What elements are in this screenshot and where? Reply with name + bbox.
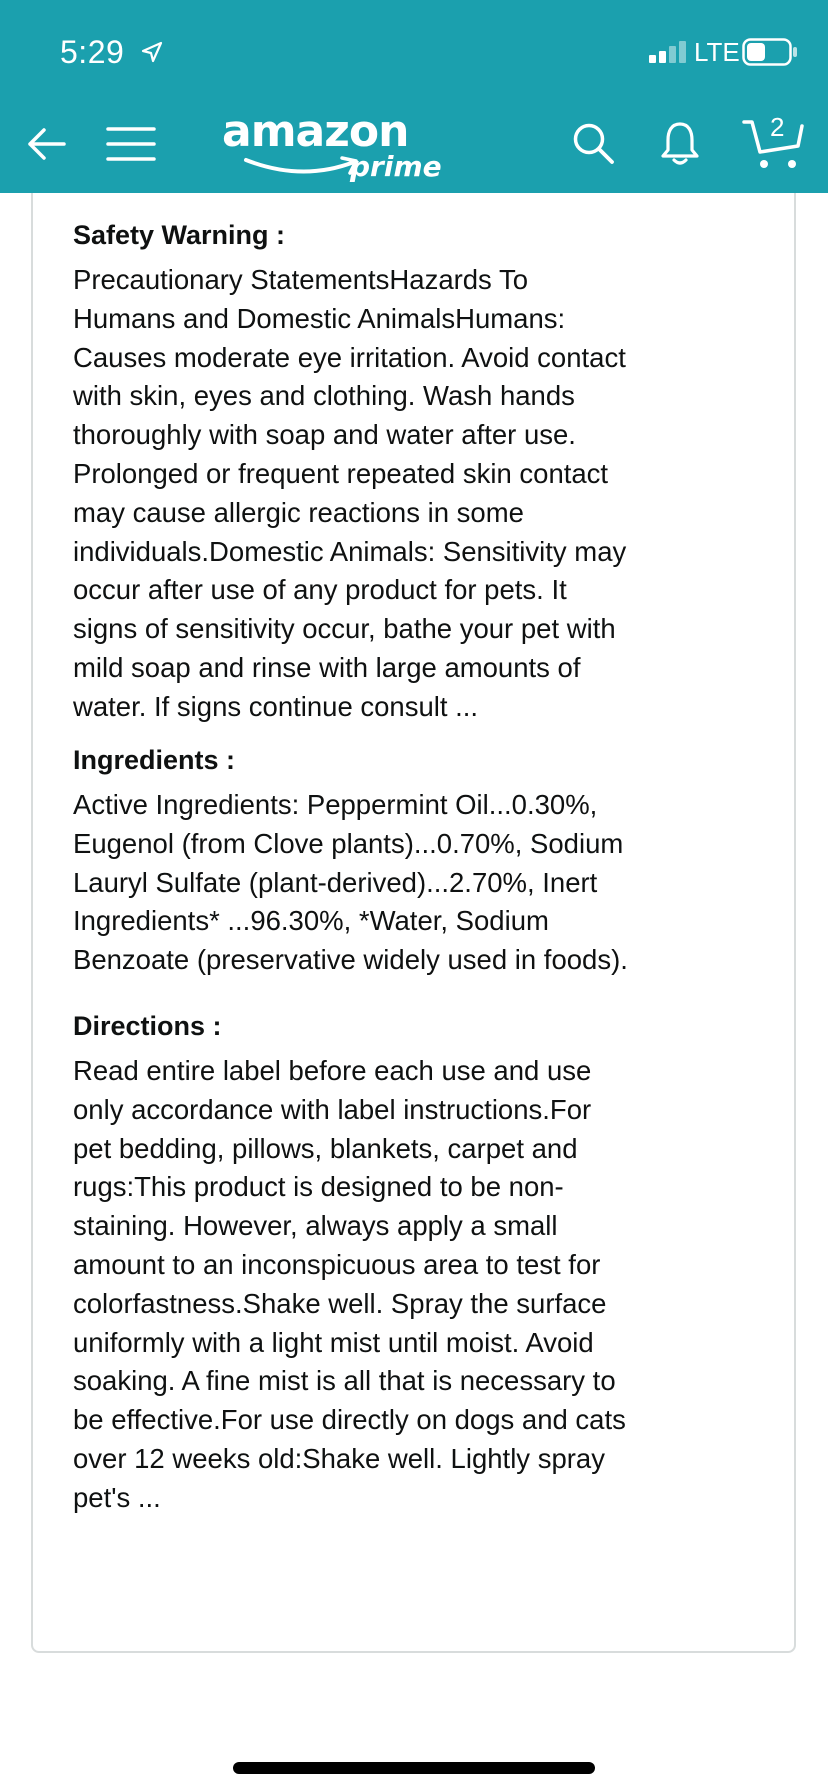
home-indicator[interactable] (233, 1762, 595, 1774)
smile-arrow-icon (242, 154, 362, 180)
text-line: with skin, eyes and clothing. Wash hands (73, 380, 575, 412)
text-line: Read entire label before each use and use (73, 1055, 592, 1086)
text-line: Eugenol (from Clove plants)...0.70%, Sodium (73, 827, 624, 859)
section-title: Directions : (73, 1011, 222, 1041)
text-line: mild soap and rinse with large amounts of (73, 651, 581, 683)
bell-icon[interactable] (658, 120, 702, 166)
status-bar (0, 0, 828, 100)
section-body (73, 1052, 773, 1518)
text-line: rugs:This product is designed to be non- (73, 1171, 564, 1203)
back-arrow-icon[interactable] (24, 122, 68, 166)
text-line: soaking. A fine mist is all that is necessary to (73, 1365, 616, 1397)
section-body (73, 786, 773, 980)
text-line: may cause allergic reactions in some (73, 496, 524, 528)
text-line: over 12 weeks old:Shake well. Lightly spray (73, 1442, 605, 1474)
app-header (0, 0, 828, 193)
logo-wordmark: amazon (222, 106, 409, 157)
text-line: be effective.For use directly on dogs and cats (73, 1404, 626, 1436)
safety-warning-section (73, 215, 773, 727)
battery-icon (742, 38, 798, 66)
text-line: uniformly with a light mist until moist. Avoid (73, 1326, 594, 1358)
text-line: Ingredients* ...96.30%, *Water, Sodium (73, 905, 549, 937)
section-body (73, 261, 773, 727)
hamburger-menu-icon[interactable] (106, 124, 156, 164)
ingredients-section (73, 740, 773, 980)
text-line: thoroughly with soap and water after use. (73, 419, 576, 451)
text-line: occur after use of any product for pets. It (73, 574, 567, 606)
signal-bars-icon (649, 41, 693, 63)
text-line: individuals.Domestic Animals: Sensitivity may (73, 535, 627, 567)
product-details-card (31, 193, 796, 1653)
cart-count-badge: 2 (770, 112, 785, 142)
directions-section (73, 1006, 773, 1518)
text-line: Prolonged or frequent repeated skin contact (73, 457, 609, 489)
status-time: 5:29 (60, 34, 125, 70)
logo-prime-text: prime (350, 150, 442, 183)
location-arrow-icon (140, 40, 164, 64)
network-type: LTE (694, 37, 740, 67)
text-line: only accordance with label instructions.For (73, 1093, 592, 1125)
section-title: Safety Warning : (73, 220, 286, 250)
text-line: signs of sensitivity occur, bathe your pet with (73, 613, 616, 645)
text-line: Humans and Domestic AnimalsHumans: (73, 302, 566, 334)
text-line: Precautionary StatementsHazards To (73, 264, 528, 295)
text-line: pet bedding, pillows, blankets, carpet and (73, 1132, 578, 1164)
text-line: colorfastness.Shake well. Spray the surface (73, 1287, 607, 1319)
text-line: water. If signs continue consult ... (73, 690, 479, 722)
section-title: Ingredients : (73, 745, 236, 775)
text-line: Benzoate (preservative widely used in foods). (73, 944, 628, 976)
text-line: staining. However, always apply a small (73, 1210, 558, 1242)
text-line: pet's ... (73, 1481, 161, 1513)
search-icon[interactable] (570, 120, 616, 166)
text-line: amount to an inconspicuous area to test for (73, 1248, 601, 1280)
text-line: Active Ingredients: Peppermint Oil...0.30%, (73, 789, 598, 820)
nav-bar (0, 100, 828, 193)
text-line: Causes moderate eye irritation. Avoid contact (73, 341, 626, 373)
amazon-prime-logo[interactable] (222, 106, 452, 186)
text-line: Lauryl Sulfate (plant-derived)...2.70%, Inert (73, 866, 598, 898)
